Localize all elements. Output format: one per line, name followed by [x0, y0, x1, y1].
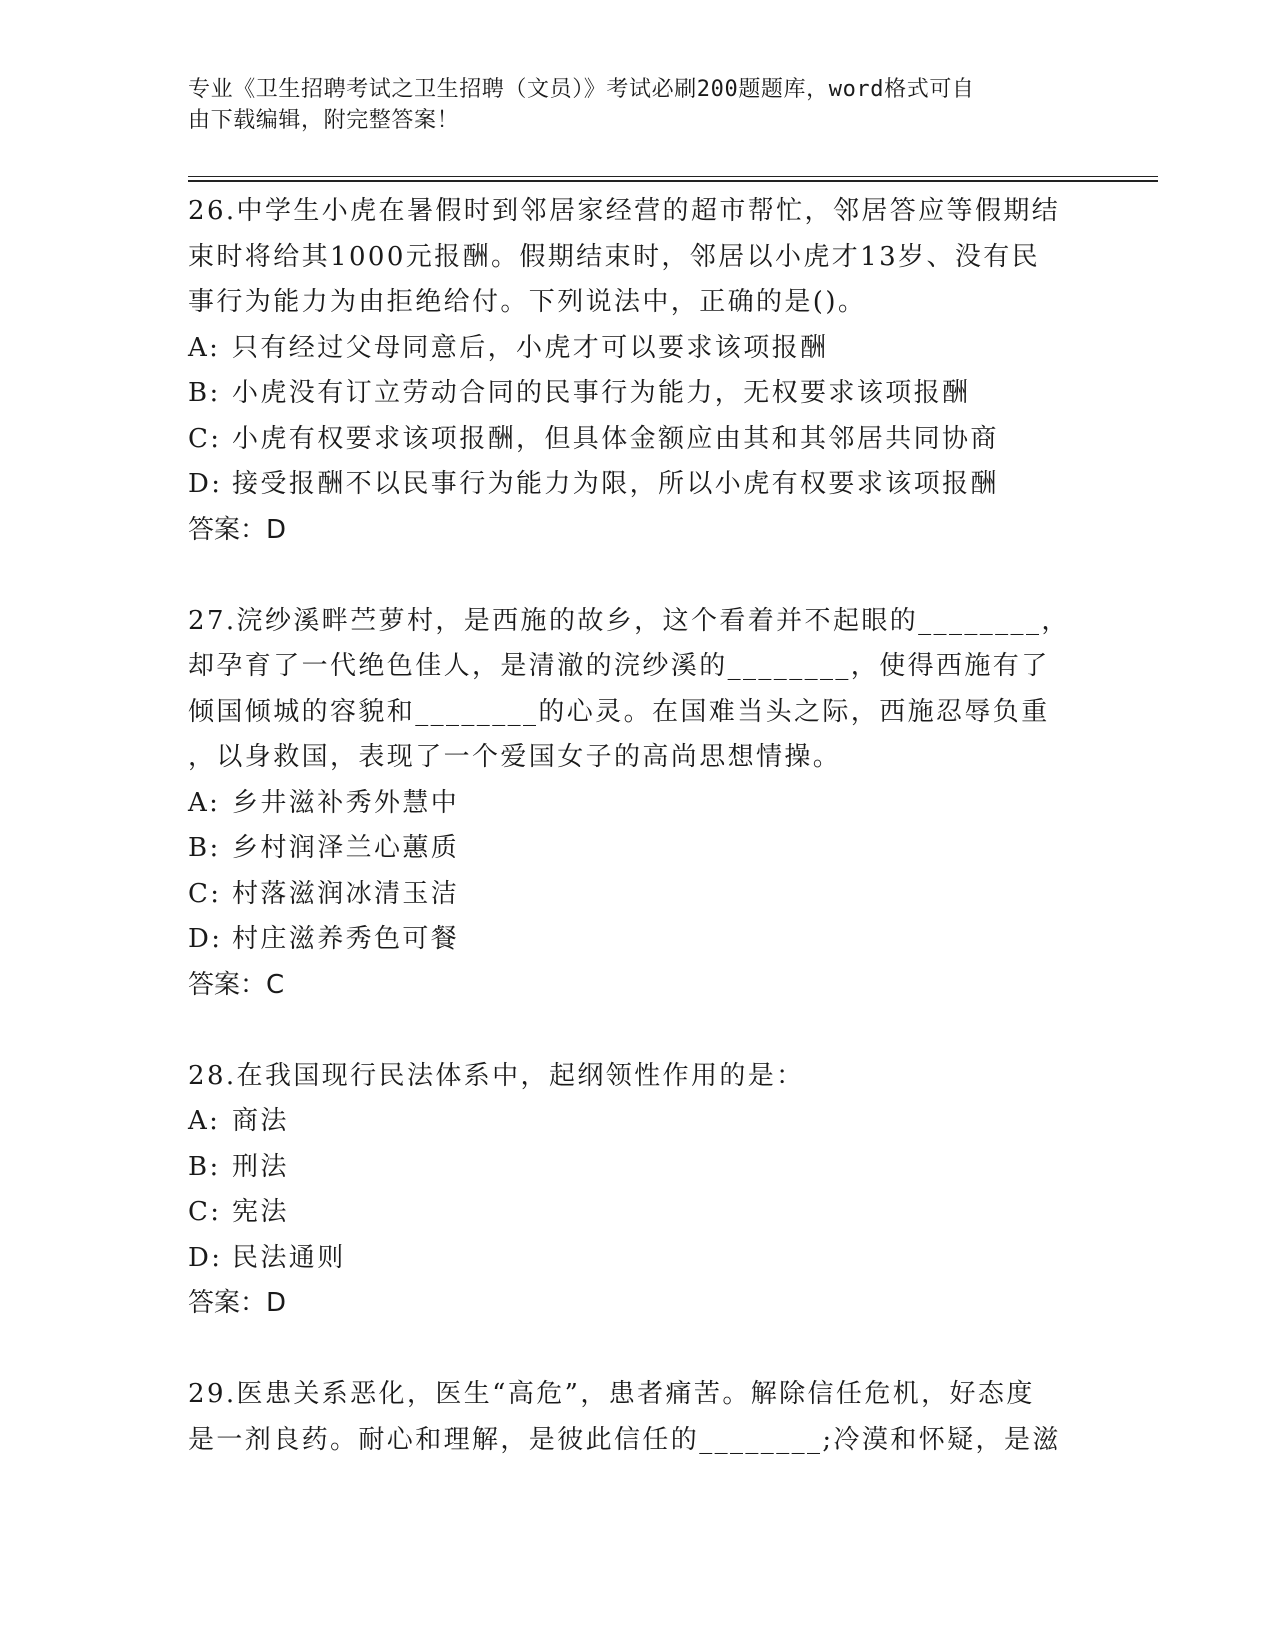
option-b	[188, 371, 1088, 417]
question-stem-line: 28.在我国现行民法体系中，起纲领性作用的是：	[188, 1060, 805, 1091]
option-d	[188, 917, 1088, 963]
option-b	[188, 826, 1088, 872]
question-stem-line: 是一剂良药。耐心和理解，是彼此信任的________;冷漠和怀疑，是滋	[188, 1424, 1061, 1455]
question-spacer	[188, 1008, 1088, 1054]
question-stem-line: 却孕育了一代绝色佳人，是清澈的浣纱溪的________，使得西施有了	[188, 651, 1050, 681]
option-text: 商法	[232, 1106, 289, 1136]
header-line-2: 由下载编辑，附完整答案！	[188, 108, 460, 133]
header-line-1: 专业《卫生招聘考试之卫生招聘（文员）》考试必刷200题题库，word格式可自	[188, 77, 975, 102]
option-letter: C:	[188, 878, 222, 909]
option-b	[188, 1145, 1088, 1191]
option-text: 接受报酬不以民事行为能力为限，所以小虎有权要求该项报酬	[232, 469, 999, 499]
option-letter: A:	[188, 1106, 221, 1136]
option-d	[188, 462, 1088, 508]
question-spacer	[188, 553, 1088, 599]
option-letter: B:	[188, 1151, 221, 1182]
option-c	[188, 1190, 1088, 1236]
option-text: 只有经过父母同意后，小虎才可以要求该项报酬	[232, 332, 829, 363]
option-text: 乡井滋补秀外慧中	[232, 787, 460, 818]
question-stem-line: 束时将给其1000元报酬。假期结束时，邻居以小虎才13岁、没有民	[188, 241, 1041, 272]
option-c	[188, 872, 1088, 918]
question-stem-line: 29.医患关系恶化，医生“高危”，患者痛苦。解除信任危机，好态度	[188, 1379, 1035, 1409]
option-text: 宪法	[232, 1197, 289, 1227]
option-text: 村庄滋养秀色可餐	[232, 924, 460, 954]
question-list	[188, 189, 1088, 1463]
option-letter: B:	[188, 833, 221, 863]
option-letter: D:	[188, 469, 223, 499]
question-27	[188, 599, 1088, 1009]
question-spacer	[188, 1327, 1088, 1373]
header-divider-thin	[188, 176, 1158, 177]
option-letter: C:	[188, 1197, 222, 1227]
option-letter: C:	[188, 423, 222, 454]
option-text: 刑法	[232, 1151, 289, 1182]
document-header	[188, 74, 1078, 136]
option-a	[188, 781, 1088, 827]
question-stem-line: ，以身救国，表现了一个爱国女子的高尚思想情操。	[188, 742, 842, 772]
option-letter: A:	[188, 787, 221, 818]
option-text: 小虎没有订立劳动合同的民事行为能力，无权要求该项报酬	[232, 378, 971, 408]
question-28	[188, 1054, 1088, 1327]
option-text: 乡村润泽兰心蕙质	[232, 833, 460, 863]
option-a	[188, 1099, 1088, 1145]
option-letter: B:	[188, 378, 221, 408]
question-stem-line: 倾国倾城的容貌和________的心灵。在国难当头之际，西施忍辱负重	[188, 696, 1050, 727]
option-letter: D:	[188, 1242, 223, 1273]
option-letter: A:	[188, 332, 221, 363]
header-divider-thick	[188, 180, 1158, 182]
question-26	[188, 189, 1088, 553]
option-text: 村落滋润冰清玉洁	[232, 878, 460, 909]
question-stem-line: 26.中学生小虎在暑假时到邻居家经营的超市帮忙，邻居答应等假期结	[188, 196, 1061, 226]
question-29	[188, 1372, 1088, 1463]
question-stem-line: 27.浣纱溪畔苎萝村，是西施的故乡，这个看着并不起眼的________，	[188, 605, 1070, 636]
option-letter: D:	[188, 924, 223, 954]
option-d	[188, 1236, 1088, 1282]
option-c	[188, 417, 1088, 463]
option-text: 民法通则	[232, 1242, 346, 1273]
option-a	[188, 326, 1088, 372]
answer-label: 答案：D	[188, 1288, 287, 1318]
answer-label: 答案：D	[188, 514, 287, 545]
answer-label: 答案：C	[188, 969, 285, 1000]
question-stem-line: 事行为能力为由拒绝给付。下列说法中，正确的是()。	[188, 287, 867, 317]
option-text: 小虎有权要求该项报酬，但具体金额应由其和其邻居共同协商	[232, 423, 999, 454]
